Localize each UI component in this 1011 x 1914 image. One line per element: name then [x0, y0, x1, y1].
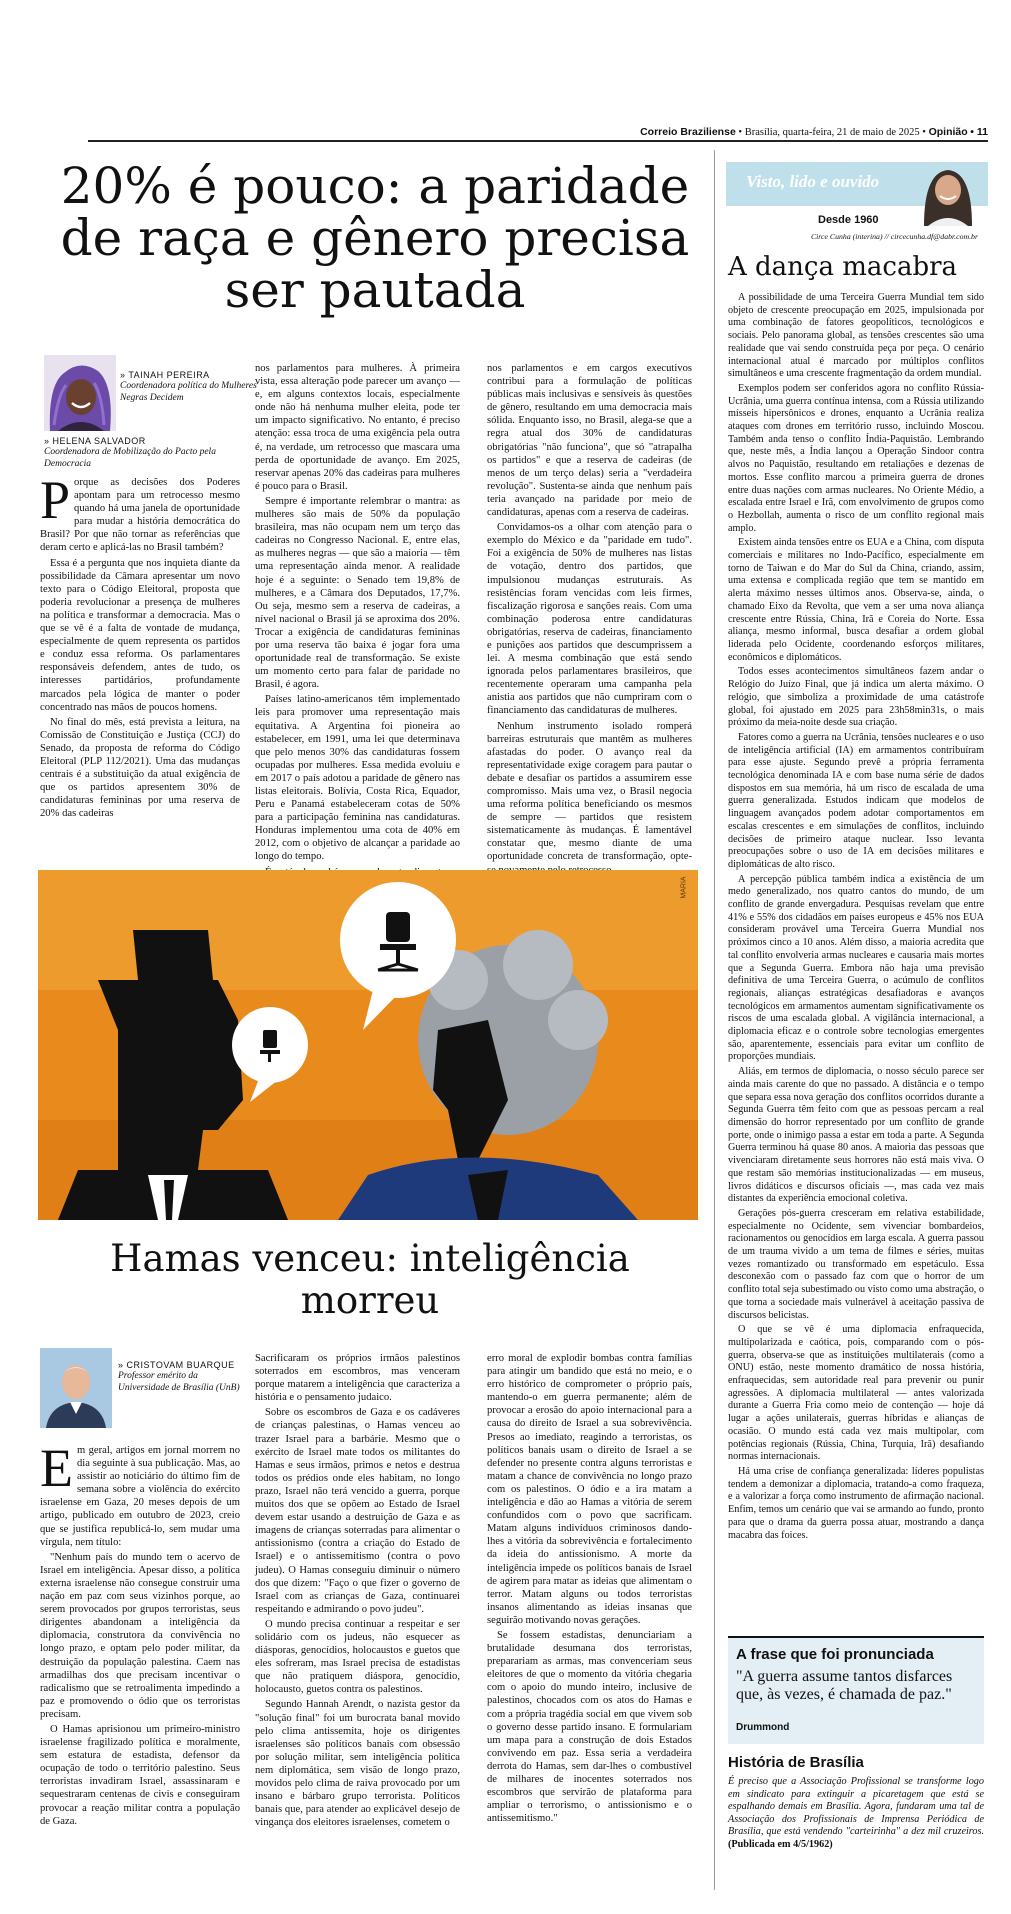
- author2-role: Coordenadora de Mobilização do Pacto pela Democracia: [44, 447, 216, 469]
- paragraph: erro moral de explodir bombas contra famílias para atingir um bandido que está no meio, e o erro histórico de comprometer o próprio país, mantendo-o em guerra permanente; além de provocar a erosão do apoio internacional para a causa do direito de Israel a sua sobrevivência. Presos ao imediato, reagindo a terroristas, os políticos banais usam o direito de Israel a se defender no presente contra alguns terroristas e matam a chance de convivência no longo prazo com os palestinos. O ódio e a ira matam a inteligência e dão ao Hamas a vitória de serem confundidos com o povo que sacrificam. Matam alguns indivíduos criminosos dando-lhes a vitória da sobrevivência e fortalecimento da ideia do antissionismo. A morte da inteligência impede os políticos banais de Israel de agirem para matar as ideias que alimentam o terror. Matam alguns ou todos terroristas insanos alimentando as ideias insanas que seguirão motivando novas gerações.: [487, 1353, 692, 1626]
- paragraph: A percepção pública também indica a existência de um medo generalizado, nos quatro cantos do mundo, de um conflito de grande envergadura. Pesquisas revelam que entre 41% e 55% dos cidadãos em países europeus e 45% nos EUA consideram provável uma Terceira Guerra Mundial nos próximos cinco a 10 anos. Além disso, a maioria acredita que tal conflito envolveria armas nucleares e causaria mais mortes que a Segunda Guerra. Embora não haja uma previsão definitiva de uma Terceira Guerra, o acúmulo de conflitos regionais, alianças estratégicas desafiadoras e avanços tecnológicos em armamentos aumentam significativamente os riscos de uma escalada global. A vigilância internacional, a diplomacia eficaz e o controle sobre tecnologias emergentes são, aparentemente, essenciais para evitar um conflito de proporções mundiais.: [728, 873, 984, 1063]
- column-title: Visto, lido e ouvido: [746, 172, 880, 191]
- paragraph: Segundo Hannah Arendt, o nazista gestor da "solução final" foi um burocrata banal movido pelo clima antissemita, hoje os dirigentes israelenses são políticos banais com obsessão por solução militar, sem inteligência política nem diplomática, sem visão de longo prazo, movidos pelo clima de raiva provocado por um insano e bárbaro grupo terrorista. Políticos banais que, para atender ao explicável desejo de vingança dos eleitores israelenses, cometem o: [255, 1699, 460, 1829]
- quote-box: [728, 1636, 984, 1744]
- header-date: • Brasília, quarta-feira, 21 de maio de 2025 •: [738, 127, 926, 138]
- paragraph: nos parlamentos e em cargos executivos contribui para a formulação de políticas públicas mais inclusivas e sensíveis às questões de gênero, resultando em uma democracia mais sólida. Enquanto isso, no Brasil, alega-se que a regra atual dos 30% de candidaturas obrigatórias "não funciona", que só "atrapalha os partidos" e que a reserva de cadeiras (de menos de um terço delas) seria a "verdadeira revolução". Sustenta-se ainda que nenhum país teria avançado na paridade por meio de candidaturas, apenas com a reserva de cadeiras.: [487, 363, 692, 519]
- author2-name: » HELENA SALVADOR: [44, 436, 146, 446]
- paragraph: No final do mês, está prevista a leitura, na Comissão de Constituição e Justiça (CCJ) do Senado, da proposta de reforma do Código Eleitoral (PLP 112/2021). Uma das mudanças centrais é a substituição da atual exigência de que os partidos apresentem 30% de candidaturas femininas por uma reserva de 20% das cadeiras: [40, 716, 240, 820]
- quote-text: "A guerra assume tantos disfarces que, às vezes, é chamada de paz.": [736, 1668, 953, 1703]
- paragraph: Sobre os escombros de Gaza e os cadáveres de crianças palestinas, o Hamas venceu ao trazer Israel para a barbárie. Mesmo que o exército de Israel mate todos os militantes do Hamas e seus irmãos, primos e netos e destrua todos os prédios onde eles habitam, no longo prazo, Israel não terá vencido a guerra, porque muitos dos que se opõem ao Estado de Israel devem estar usando a destruição de Gaza e as imagens de crianças soterradas para alimentar o antissionismo (contra a criação do Estado de Israel) e o antissemitismo (contra o povo judeu). O Hamas conseguiu diminuir o número dos que dizem: "Faço o que fizer o governo de Israel com as crianças de Gaza, continuarei respeitando e admirando o povo judeu".: [255, 1407, 460, 1615]
- paragraph: Gerações pós-guerra cresceram em relativa estabilidade, especialmente no Ocidente, sem vivenciar bombardeios, racionamentos ou genocídios em larga escala. A guerra passou de um trauma vivido a um tema de filmes e séries, muitas vezes romantizado ou transformado em espetáculo. Essa desconexão com o passado faz com que o horror de um conflito total seja subestimado ou visto como uma abstração, o que torna a sociedade mais vulnerável à aceitação passiva de discursos belicistas.: [728, 1207, 984, 1321]
- paragraph: Existem ainda tensões entre os EUA e a China, com disputa comerciais e militares no Indo-Pacífico, especialmente em torno de Taiwan e do Mar do Sul da China, criando, assim, uma extensa e complicada região que tem se mantido em alerta máximo nesses últimos anos. Observa-se, ainda, o chamado Eixo da Revolta, que vem a ser uma nova aliança crescente entre Rússia, China, Irã e Coreia do Norte. Essa aliança, mesmo informal, busca desafiar a ordem global liderada pelo Ocidente, coordenando esforços militares, econômicos e diplomáticos.: [728, 537, 984, 663]
- history-box: [728, 1776, 984, 1852]
- paragraph: Sempre é importante relembrar o mantra: as mulheres são mais de 50% da população brasileira, mas não ocupam nem um terço das cadeiras no Congresso Nacional. E, entre elas, as mulheres negras — que são a maioria — têm uma representação ainda menor. A realidade hoje é a seguinte: o Senado tem 19,8% de mulheres, e a Câmara dos Deputados, 17,7%. Ou seja, mesmo sem a reserva de cadeiras, a nível nacional o Brasil já se aproxima dos 20%. Trocar a exigência de candidaturas femininas por uma reserva tão baixa é jogar fora uma oportunidade real de transformação. Se existe um momento certo para falar de paridade no Brasil, é agora.: [255, 495, 460, 691]
- page-number: • 11: [970, 126, 988, 138]
- article1-column-3: [487, 362, 692, 879]
- author1-photo: [44, 355, 116, 431]
- paragraph: O que se vê é uma diplomacia enfraquecida, multipolarizada e caótica, pois, comparando com o pós-guerra, observa-se que as instituições multilaterais (como a ONU) estão, neste momento dramático de nossa história, enfraquecidas, sem autoridade real para prevenir ou punir agressões. A diplomacia multilateral — antes valorizada durante a Guerra Fria como meio de contenção — hoje dá lugar a ações unilaterais, guerras híbridas e alianças de ocasião. O mundo está cada vez mais multipolar, com potências regionais (Rússia, China, Turquia, Irã) desafiando normas internacionais.: [728, 1324, 984, 1463]
- author3-photo: [40, 1348, 112, 1428]
- paragraph: nos parlamentos para mulheres. À primeira vista, essa alteração pode parecer um avanço — e, em alguns contextos locais, especialmente onde não há nenhuma mulher eleita, pode ter um impacto significativo. No entanto, é preciso atenção: essa troca de uma exigência pela outra é, na verdade, um retrocesso que mascara uma perda de oportunidade de avanço. Em 2025, reservar apenas 20% das cadeiras para mulheres é pouco para o Brasil.: [255, 363, 460, 492]
- column-byline: Circe Cunha (interina) // circecunha.df@dabr.com.br: [810, 232, 978, 241]
- quote-title: A frase que foi pronunciada: [736, 1646, 934, 1663]
- article2-column-2: [255, 1352, 460, 1831]
- column-since: Desde 1960: [818, 214, 879, 226]
- paragraph: orque as decisões dos Poderes apontam para um retrocesso mesmo quando há uma janela de oportunidade para mudar a história democrática do Brasil? Por que não tornar as referências que deram certo e aplicá-las no Brasil também?: [40, 477, 240, 554]
- paragraph: Nenhum instrumento isolado romperá barreiras estruturais que mantêm as mulheres afastadas do poder. O avanço real da representatividade exige coragem para pautar o debate e desafiar os partidos a assumirem esse compromisso. Mais uma vez, o Brasil negocia uma reforma política beneficiando os mesmos de sempre — partidos que resistem sistematicamente às mudanças. É lamentável constatar que, mesmo diante de uma oportunidade concreta de transformação, opte-: [487, 720, 692, 863]
- paragraph: Fatores como a guerra na Ucrânia, tensões nucleares e o uso de inteligência artificial (IA) em armamentos contribuíram para esse ajuste. Segundo prevê a própria ferramenta tecnológica denominada IA e com base numa série de dados dispostos em sua memória, há um risco de escalada de uma guerra generalizada. Estudos indicam que modelos de linguagem avançados podem adotar comportamentos em escalas crescentes e em simulações de conflitos, incluindo decisões de primeiro ataque nuclear. Isso levanta preocupações sobre o uso de IA em decisões militares e diplomáticas de alto risco.: [728, 731, 984, 870]
- history-source: (Publicada em 4/5/1962): [728, 1838, 833, 1850]
- columnist-photo: [918, 160, 978, 226]
- paragraph: A possibilidade de uma Terceira Guerra Mundial tem sido objeto de crescente preocupação em 2025, impulsionada por uma combinação de fatores geopolíticos, tecnológicos e sociais. Pelo panorama global, as tensões crescentes são uma realidade que vai sendo construída peça por peça. O cenário internacional atual é marcado por múltiplos conflitos simultâneos e uma crescente fragmentação da ordem mundial.: [728, 292, 984, 380]
- author1-name: » TAINAH PEREIRA: [120, 370, 210, 380]
- article1-column-1: [40, 470, 240, 822]
- article2-dropcap: E: [40, 1438, 73, 1498]
- paragraph: O mundo precisa continuar a respeitar e ser solidário com os judeus, não esquecer as diásporas, genocídios, holocaustos e guetos que eles sofreram, mas Israel precisa de estadistas que não pratiquem diáspora, genocídio, holocausto, guetos contra os palestinos.: [255, 1618, 460, 1696]
- illustration: [38, 870, 698, 1220]
- article2-column-3: [487, 1352, 692, 1827]
- paragraph: Exemplos podem ser conferidos agora no conflito Rússia-Ucrânia, uma guerra contínua intensa, com a Rússia utilizando mísseis hipersônicos e drones, enquanto a Ucrânia realiza ataques com drones em território russo, incluindo Moscou. Também anda tenso o conflito Índia-Paquistão. Lembrando que, neste mês, a Índia lançou a Operação Sindoor contra alvos no Paquistão, resultando em retaliações e dezenas de mortos. Esse conflito marcou a primeira guerra de drones entre duas nações com armas nucleares. No Oriente Médio, a escalada entre Israel e Irã, com envolvimento de grupos como o Hezbollah, aumenta o risco de um conflito regional mais amplo.: [728, 382, 984, 534]
- author1-role: Coordenadora política do Mulheres Negras Decidem: [120, 381, 257, 403]
- paragraph: Sacrificaram os próprios irmãos palestinos soterrados em escombros, mas venceram porque matarem a inteligência que caracteriza a história e o pensamento judaico.: [255, 1353, 460, 1404]
- paragraph: Há uma crise de confiança generalizada: líderes populistas tendem a demonizar a diplomacia, tratando-a como fraqueza, e a valorizar a força como instrumento de afirmação nacional. Enfim, temos um cenário que vai se armando ao fundo, pronto para que o drama da guerra possa atuar, mostrando a dança macabra das foices.: [728, 1465, 984, 1541]
- sidebar-headline: A dança macabra: [728, 252, 958, 282]
- paragraph: O Hamas aprisionou um primeiro-ministro israelense fragilizado política e moralmente, sem estatura de estadista, defensor da ocupação de todo o território palestino. Seus terroristas invadiram Israel, assassinaram e sequestraram centenas de civis e conseguiram provocar a reação militar contra a população de Gaza.: [40, 1723, 240, 1827]
- header-rule: [88, 140, 988, 142]
- author3-name: » CRISTOVAM BUARQUE: [118, 1360, 235, 1370]
- paragraph: Aliás, em termos de diplomacia, o nosso século parece ser ainda mais carente do que no passado. A distância e o tempo que separa essa nova geração dos conflitos ocorridos durante a Segunda Guerra têm feito com que as pessoas percam a real dimensão do horror representado por um conflito de grande porte, onde o inimigo passa a estar em toda a parte. A Segunda Guerra terminou há quase 80 anos. A maioria das pessoas que vivenciaram diretamente seus horrores não está mais viva. O que restam são memórias institucionalizadas — em museus, livros didáticos e discursos oficiais —, mas cada vez mais distantes da experiência emocional coletiva.: [728, 1066, 984, 1205]
- history-title: História de Brasília: [728, 1754, 864, 1771]
- sidebar-column: [728, 292, 984, 1544]
- paragraph: Essa é a pergunta que nos inquieta diante da possibilidade da Câmara apresentar um novo texto para o Código Eleitoral, proposta que poderia revolucionar a presença de mulheres na política e transformar a democracia. Mas o que se vê é a falta de vontade de mudança, especialmente de quem representa os partidos e conduz essa reforma. Os parlamentares responsáveis defendem, antes de tudo, os interesses partidários, profundamente marcados pela lógica de manter o poder concentrado nas mãos de poucos homens.: [40, 557, 240, 713]
- paragraph: Todos esses acontecimentos simultâneos fazem andar o Relógio do Juízo Final, que já indica um alerta máximo. O relógio, que simboliza a proximidade de uma catástrofe global, foi ajustado em 2025 para 23h58min31s, o mais próximo da meia-noite desde sua criação.: [728, 666, 984, 729]
- section-name: Opinião: [928, 126, 968, 138]
- article2-headline: Hamas venceu: inteligência morreu: [110, 1237, 630, 1322]
- article1-headline: 20% é pouco: a paridade de raça e gênero precisa ser pautada: [60, 157, 690, 319]
- illustration-signature: MARIA: [680, 876, 688, 899]
- sidebar-divider: [714, 150, 715, 1890]
- article1-dropcap: P: [40, 470, 71, 530]
- paragraph: "Nenhum país do mundo tem o acervo de Israel em inteligência. Apesar disso, a política externa israelense não consegue construir uma nação em paz com seus vizinhos porque, ao serem provocados por grupos terroristas, seus dirigentes abandonam a inteligência da diplomacia, construtora da convivência no longo prazo, e optam pelo poder militar, da destruição da população palestina. Caem nas armadilhas dos que precisam incentivar o radicalismo que se retroalimenta impedindo a paz e promovendo o ódio que os terroristas precisam.: [40, 1551, 240, 1720]
- article2-column-1: [40, 1438, 240, 1830]
- history-text: É preciso que a Associação Profissional se transforme logo em sindicato para extinguir a picaretagem que está se espalhando demais em Brasília. Agora, fundaram uma tal de Associação dos Profissionais de Imprensa Periódica de Brasília, que está vendendo "carteirinha" a dez mil cruzeiros.: [728, 1776, 984, 1838]
- author3-role: Professor emérito da Universidade de Brasília (UnB): [118, 1371, 240, 1393]
- paragraph: Convidamos-os a olhar com atenção para o exemplo do México e da "paridade em tudo". Foi a exigência de 50% de mulheres nas listas de votação, dentro dos partidos, que impulsionou mudanças estruturais. As resistências foram vencidas com leis firmes, fiscalização rigorosa e sanções reais. Com uma combinação poderosa entre candidaturas obrigatórias, reserva de cadeiras, financiamento e punições aos partidos que descumprissem a lei. A mesma combinação que está sendo ignorada pelos parlamentares brasileiros, que recentemente operaram uma campanha pela anistia aos partidos que não cumpriram com o financiamento das candidaturas de mulheres.: [487, 522, 692, 717]
- article1-column-2: [255, 362, 460, 894]
- paragraph: m geral, artigos em jornal morrem no dia seguinte à sua publicação. Mas, ao assistir ao noticiário do último fim de semana sobre a violência do exército israelense em Gaza, 20 meses depois de um artigo, publicado em outubro de 2023, creio que se justifica republicá-lo, sem mudar uma vírgula, nem título:: [40, 1445, 240, 1548]
- newspaper-name: Correio Braziliense: [640, 126, 736, 138]
- paragraph: Países latino-americanos têm implementado leis para promover uma representação mais equitativa. A Argentina foi pioneira ao estabelecer, em 1991, uma lei que determinava que pelo menos 30% das candidaturas fossem ocupadas por mulheres. Essa medida evoluiu e em 2017 o país adotou a paridade de gênero nas listas eleitorais. Bolívia, Costa Rica, Equador, Peru e Panamá estabeleceram cotas de 50% para a participação feminina nas candidaturas. Honduras implementou uma cota de 40% em 2012, com o objetivo de alcançar a paridade ao longo do tempo.: [255, 694, 460, 863]
- paragraph: Se fossem estadistas, denunciariam a brutalidade desumana dos terroristas, preparariam as armas, mas convenceriam seus eleitores de que o momento da vitória chegaria com o apoio do mundo inteiro, inclusive de palestinos, chocados com os atos do Hamas e com a própria tragédia social em que vivem sob o governo desse partido insano. E formulariam um mapa para a construção de dois Estados convivendo em paz. Essa seria a verdadeira derrota do Hamas, sem dar-lhes o combustível de milhares de inocentes soterrados nos escombros que servirão de plataforma para ampliar o terrorismo, o antissionismo e o antissemitismo.": [487, 1629, 692, 1825]
- quote-author: Drummond: [736, 1722, 790, 1733]
